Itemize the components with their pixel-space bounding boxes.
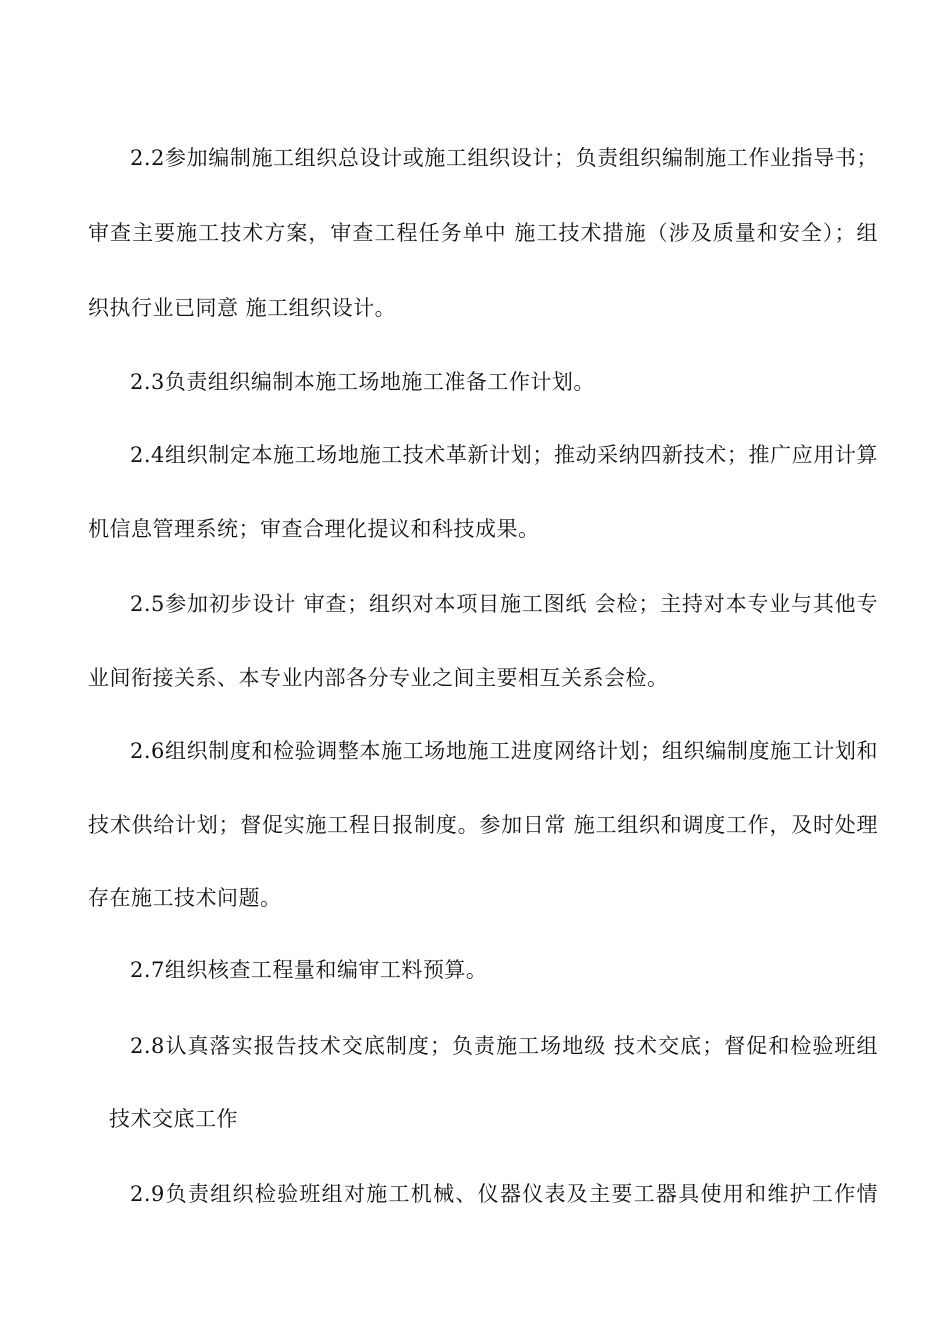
paragraph-2-6-line-2: 技术供给计划；督促实施工程日报制度。参加日常 施工组织和调度工作，及时处理 [88,813,878,837]
paragraph-2-2-line-3: 织执行业已同意 施工组织设计。 [88,296,397,320]
paragraph-2-4-line-2: 机信息管理系统；审查合理化提议和科技成果。 [88,517,540,541]
paragraph-2-6-line-1: 2.6组织制度和检验调整本施工场地施工进度网络计划；组织编制度施工计划和 [130,739,878,763]
paragraph-2-6-line-3: 存在施工技术问题。 [88,886,282,910]
paragraph-2-8-line-2: 技术交底工作 [109,1107,238,1131]
paragraph-2-9-line-1: 2.9负责组织检验班组对施工机械、仪器仪表及主要工器具使用和维护工作情 [130,1182,878,1206]
paragraph-2-8-line-1: 2.8认真落实报告技术交底制度；负责施工场地级 技术交底；督促和检验班组 [130,1034,878,1058]
paragraph-2-5-line-2: 业间衔接关系、本专业内部各分专业之间主要相互关系会检。 [88,666,669,690]
paragraph-2-5-line-1: 2.5参加初步设计 审查；组织对本项目施工图纸 会检；主持对本专业与其他专 [130,592,878,616]
paragraph-2-3-line-1: 2.3负责组织编制本施工场地施工准备工作计划。 [130,370,595,394]
paragraph-2-7-line-1: 2.7组织核查工程量和编审工料预算。 [130,958,488,982]
paragraph-2-4-line-1: 2.4组织制定本施工场地施工技术革新计划；推动采纳四新技术；推广应用计算 [130,443,878,467]
paragraph-2-2-line-1: 2.2参加编制施工组织总设计或施工组织设计；负责组织编制施工作业指导书； [130,146,878,170]
paragraph-2-2-line-2: 审查主要施工技术方案，审查工程任务单中 施工技术措施（涉及质量和安全）；组 [88,221,878,245]
